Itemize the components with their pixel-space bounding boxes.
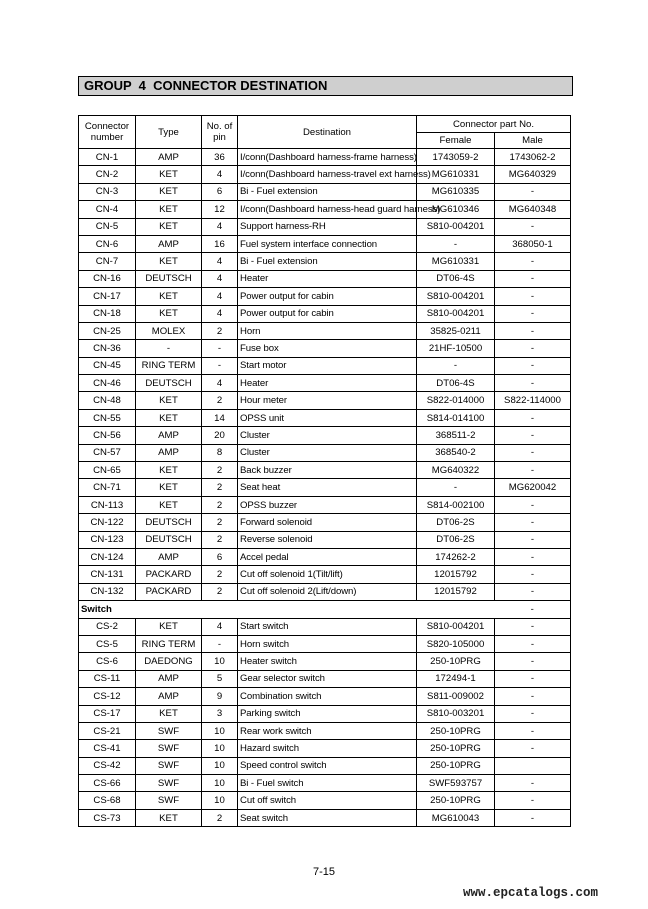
table-row: [79, 444, 571, 461]
female-part-cell: S814-014100: [417, 409, 495, 426]
header-female: Female: [417, 133, 495, 149]
female-part-cell: S810-004201: [417, 218, 495, 235]
table-row: [79, 149, 571, 166]
type-cell: SWF: [136, 775, 202, 792]
table-row: [79, 722, 571, 739]
male-part-cell: -: [495, 305, 571, 322]
connector-number-cell: CN-56: [79, 427, 136, 444]
type-cell: AMP: [136, 444, 202, 461]
type-cell: KET: [136, 618, 202, 635]
type-cell: KET: [136, 462, 202, 479]
table-row: [79, 809, 571, 826]
destination-cell: Cluster: [238, 444, 417, 461]
female-part-cell: 12015792: [417, 583, 495, 600]
pin-cell: 4: [202, 288, 238, 305]
table-row: [79, 583, 571, 600]
male-part-cell: -: [495, 340, 571, 357]
pin-cell: 20: [202, 427, 238, 444]
type-cell: PACKARD: [136, 566, 202, 583]
type-cell: DEUTSCH: [136, 514, 202, 531]
female-part-cell: S810-004201: [417, 305, 495, 322]
female-part-cell: 368511-2: [417, 427, 495, 444]
male-part-cell: -: [495, 270, 571, 287]
pin-cell: 6: [202, 183, 238, 200]
male-part-cell: -: [495, 444, 571, 461]
connector-number-cell: CN-25: [79, 322, 136, 339]
connector-number-cell: CS-2: [79, 618, 136, 635]
destination-cell: Forward solenoid: [238, 514, 417, 531]
male-part-cell: -: [495, 253, 571, 270]
section-label: Switch: [79, 601, 495, 618]
female-part-cell: DT06-4S: [417, 270, 495, 287]
type-cell: KET: [136, 201, 202, 218]
female-part-cell: 12015792: [417, 566, 495, 583]
type-cell: SWF: [136, 792, 202, 809]
male-part-cell: -: [495, 688, 571, 705]
male-part-cell: -: [495, 618, 571, 635]
destination-cell: Heater: [238, 270, 417, 287]
connector-number-cell: CN-48: [79, 392, 136, 409]
female-part-cell: SWF593757: [417, 775, 495, 792]
connector-number-cell: CS-17: [79, 705, 136, 722]
table-row: [79, 740, 571, 757]
male-part-cell: 1743062-2: [495, 149, 571, 166]
female-part-cell: S814-002100: [417, 496, 495, 513]
female-part-cell: S811-009002: [417, 688, 495, 705]
pin-cell: 10: [202, 775, 238, 792]
connector-number-cell: CN-4: [79, 201, 136, 218]
type-cell: AMP: [136, 670, 202, 687]
connector-number-cell: CN-65: [79, 462, 136, 479]
destination-cell: Parking switch: [238, 705, 417, 722]
destination-cell: Accel pedal: [238, 548, 417, 565]
connector-number-cell: CN-17: [79, 288, 136, 305]
connector-number-cell: CN-122: [79, 514, 136, 531]
table-row: [79, 688, 571, 705]
connector-number-cell: CN-7: [79, 253, 136, 270]
destination-cell: Seat switch: [238, 809, 417, 826]
type-cell: KET: [136, 809, 202, 826]
section-row-switch: [79, 601, 571, 618]
female-part-cell: DT06-4S: [417, 375, 495, 392]
male-part-cell: -: [495, 409, 571, 426]
type-cell: KET: [136, 409, 202, 426]
type-cell: KET: [136, 705, 202, 722]
connector-number-cell: CN-57: [79, 444, 136, 461]
table-row: [79, 514, 571, 531]
female-part-cell: 172494-1: [417, 670, 495, 687]
male-part-cell: -: [495, 566, 571, 583]
male-part-cell: -: [495, 531, 571, 548]
connector-number-cell: CS-11: [79, 670, 136, 687]
female-part-cell: S810-003201: [417, 705, 495, 722]
connector-number-cell: CS-5: [79, 635, 136, 652]
male-part-cell: -: [495, 601, 571, 618]
pin-cell: 2: [202, 583, 238, 600]
table-row: [79, 392, 571, 409]
table-row: [79, 775, 571, 792]
connector-number-cell: CN-6: [79, 235, 136, 252]
type-cell: KET: [136, 392, 202, 409]
female-part-cell: -: [417, 479, 495, 496]
destination-cell: Cut off solenoid 1(Tilt/lift): [238, 566, 417, 583]
pin-cell: 8: [202, 444, 238, 461]
type-cell: RING TERM: [136, 635, 202, 652]
destination-cell: Fuse box: [238, 340, 417, 357]
header-male: Male: [495, 133, 571, 149]
type-cell: DEUTSCH: [136, 531, 202, 548]
connector-table: [78, 115, 571, 827]
destination-cell: Rear work switch: [238, 722, 417, 739]
pin-cell: 3: [202, 705, 238, 722]
connector-number-cell: CS-21: [79, 722, 136, 739]
destination-cell: OPSS unit: [238, 409, 417, 426]
male-part-cell: -: [495, 705, 571, 722]
destination-cell: Cluster: [238, 427, 417, 444]
group-title: GROUP 4 CONNECTOR DESTINATION: [78, 76, 573, 96]
pin-cell: 10: [202, 722, 238, 739]
header-type: Type: [136, 116, 202, 149]
female-part-cell: 250-10PRG: [417, 722, 495, 739]
destination-cell: Hour meter: [238, 392, 417, 409]
table-row: [79, 201, 571, 218]
type-cell: KET: [136, 253, 202, 270]
male-part-cell: -: [495, 183, 571, 200]
male-part-cell: -: [495, 583, 571, 600]
connector-number-cell: CN-18: [79, 305, 136, 322]
connector-number-cell: CN-46: [79, 375, 136, 392]
table-row: [79, 427, 571, 444]
table-row: [79, 792, 571, 809]
connector-number-cell: CN-113: [79, 496, 136, 513]
female-part-cell: -: [417, 235, 495, 252]
destination-cell: OPSS buzzer: [238, 496, 417, 513]
pin-cell: 16: [202, 235, 238, 252]
connector-table-body: [79, 149, 571, 827]
type-cell: AMP: [136, 688, 202, 705]
female-part-cell: MG610331: [417, 166, 495, 183]
pin-cell: 10: [202, 792, 238, 809]
table-row: [79, 235, 571, 252]
type-cell: DEUTSCH: [136, 270, 202, 287]
destination-cell: Heater: [238, 375, 417, 392]
pin-cell: 36: [202, 149, 238, 166]
pin-cell: 4: [202, 166, 238, 183]
pin-cell: 14: [202, 409, 238, 426]
male-part-cell: MG640329: [495, 166, 571, 183]
header-destination: Destination: [238, 116, 417, 149]
pin-cell: 4: [202, 270, 238, 287]
connector-number-cell: CS-68: [79, 792, 136, 809]
type-cell: -: [136, 340, 202, 357]
type-cell: KET: [136, 479, 202, 496]
type-cell: RING TERM: [136, 357, 202, 374]
pin-cell: 2: [202, 392, 238, 409]
table-row: [79, 531, 571, 548]
female-part-cell: 250-10PRG: [417, 792, 495, 809]
destination-cell: Support harness-RH: [238, 218, 417, 235]
pin-cell: 2: [202, 462, 238, 479]
destination-cell: Bi - Fuel extension: [238, 253, 417, 270]
pin-cell: 2: [202, 531, 238, 548]
table-row: [79, 409, 571, 426]
male-part-cell: -: [495, 722, 571, 739]
male-part-cell: S822-114000: [495, 392, 571, 409]
table-row: [79, 757, 571, 774]
destination-cell: I/conn(Dashboard harness-travel ext harness): [238, 166, 417, 183]
male-part-cell: -: [495, 740, 571, 757]
pin-cell: 12: [202, 201, 238, 218]
male-part-cell: -: [495, 635, 571, 652]
pin-cell: 5: [202, 670, 238, 687]
connector-number-cell: CN-123: [79, 531, 136, 548]
female-part-cell: 21HF-10500: [417, 340, 495, 357]
page-number: 7-15: [312, 866, 336, 878]
connector-number-cell: CN-1: [79, 149, 136, 166]
table-row: [79, 288, 571, 305]
table-row: [79, 253, 571, 270]
connector-number-cell: CS-6: [79, 653, 136, 670]
pin-cell: 2: [202, 566, 238, 583]
pin-cell: 10: [202, 740, 238, 757]
male-part-cell: -: [495, 809, 571, 826]
female-part-cell: DT06-2S: [417, 514, 495, 531]
male-part-cell: -: [495, 357, 571, 374]
pin-cell: 10: [202, 653, 238, 670]
destination-cell: Start switch: [238, 618, 417, 635]
type-cell: KET: [136, 218, 202, 235]
type-cell: AMP: [136, 548, 202, 565]
table-row: [79, 566, 571, 583]
destination-cell: Seat heat: [238, 479, 417, 496]
female-part-cell: MG640322: [417, 462, 495, 479]
destination-cell: Bi - Fuel extension: [238, 183, 417, 200]
male-part-cell: -: [495, 792, 571, 809]
type-cell: MOLEX: [136, 322, 202, 339]
destination-cell: Power output for cabin: [238, 288, 417, 305]
destination-cell: Power output for cabin: [238, 305, 417, 322]
table-row: [79, 635, 571, 652]
table-row: [79, 340, 571, 357]
male-part-cell: -: [495, 218, 571, 235]
connector-number-cell: CN-71: [79, 479, 136, 496]
destination-cell: Horn: [238, 322, 417, 339]
connector-number-cell: CS-66: [79, 775, 136, 792]
type-cell: AMP: [136, 427, 202, 444]
connector-number-cell: CN-55: [79, 409, 136, 426]
type-cell: SWF: [136, 757, 202, 774]
pin-cell: 6: [202, 548, 238, 565]
female-part-cell: 368540-2: [417, 444, 495, 461]
connector-number-cell: CN-16: [79, 270, 136, 287]
table-row: [79, 270, 571, 287]
type-cell: KET: [136, 183, 202, 200]
pin-cell: 9: [202, 688, 238, 705]
male-part-cell: -: [495, 375, 571, 392]
destination-cell: I/conn(Dashboard harness-head guard harness): [238, 201, 417, 218]
table-row: [79, 618, 571, 635]
connector-number-cell: CS-41: [79, 740, 136, 757]
connector-number-cell: CN-132: [79, 583, 136, 600]
destination-cell: Cut off switch: [238, 792, 417, 809]
table-row: [79, 357, 571, 374]
connector-number-cell: CN-36: [79, 340, 136, 357]
female-part-cell: S810-004201: [417, 618, 495, 635]
female-part-cell: 250-10PRG: [417, 653, 495, 670]
table-row: [79, 218, 571, 235]
male-part-cell: -: [495, 548, 571, 565]
destination-cell: I/conn(Dashboard harness-frame harness): [238, 149, 417, 166]
table-row: [79, 479, 571, 496]
table-row: [79, 670, 571, 687]
female-part-cell: 35825-0211: [417, 322, 495, 339]
table-row: [79, 496, 571, 513]
connector-number-cell: CS-73: [79, 809, 136, 826]
destination-cell: Horn switch: [238, 635, 417, 652]
female-part-cell: S822-014000: [417, 392, 495, 409]
table-row: [79, 305, 571, 322]
female-part-cell: MG610043: [417, 809, 495, 826]
connector-number-cell: CN-3: [79, 183, 136, 200]
connector-number-cell: CN-2: [79, 166, 136, 183]
destination-cell: Back buzzer: [238, 462, 417, 479]
connector-number-cell: CN-131: [79, 566, 136, 583]
pin-cell: 4: [202, 618, 238, 635]
type-cell: KET: [136, 288, 202, 305]
female-part-cell: 1743059-2: [417, 149, 495, 166]
destination-cell: Cut off solenoid 2(Lift/down): [238, 583, 417, 600]
type-cell: KET: [136, 305, 202, 322]
connector-number-cell: CS-12: [79, 688, 136, 705]
male-part-cell: -: [495, 288, 571, 305]
type-cell: DAEDONG: [136, 653, 202, 670]
watermark: www.epcatalogs.com: [462, 886, 598, 900]
header-connector-part-no: Connector part No.: [417, 116, 571, 133]
destination-cell: Fuel system interface connection: [238, 235, 417, 252]
destination-cell: Start motor: [238, 357, 417, 374]
female-part-cell: 250-10PRG: [417, 757, 495, 774]
pin-cell: 4: [202, 218, 238, 235]
female-part-cell: 250-10PRG: [417, 740, 495, 757]
connector-number-cell: CN-45: [79, 357, 136, 374]
male-part-cell: -: [495, 653, 571, 670]
type-cell: KET: [136, 496, 202, 513]
connector-number-cell: CS-42: [79, 757, 136, 774]
destination-cell: Heater switch: [238, 653, 417, 670]
male-part-cell: -: [495, 322, 571, 339]
type-cell: KET: [136, 166, 202, 183]
female-part-cell: S810-004201: [417, 288, 495, 305]
male-part-cell: -: [495, 670, 571, 687]
type-cell: DEUTSCH: [136, 375, 202, 392]
type-cell: AMP: [136, 235, 202, 252]
pin-cell: 2: [202, 809, 238, 826]
female-part-cell: DT06-2S: [417, 531, 495, 548]
male-part-cell: -: [495, 775, 571, 792]
header-no-of-pin: No. of pin: [202, 116, 238, 149]
pin-cell: 2: [202, 496, 238, 513]
female-part-cell: 174262-2: [417, 548, 495, 565]
male-part-cell: -: [495, 427, 571, 444]
destination-cell: Bi - Fuel switch: [238, 775, 417, 792]
male-part-cell: 368050-1: [495, 235, 571, 252]
table-row: [79, 166, 571, 183]
pin-cell: -: [202, 357, 238, 374]
table-row: [79, 375, 571, 392]
table-row: [79, 705, 571, 722]
female-part-cell: S820-105000: [417, 635, 495, 652]
pin-cell: 4: [202, 253, 238, 270]
male-part-cell: MG620042: [495, 479, 571, 496]
male-part-cell: MG640348: [495, 201, 571, 218]
pin-cell: -: [202, 635, 238, 652]
destination-cell: Speed control switch: [238, 757, 417, 774]
table-row: [79, 462, 571, 479]
connector-number-cell: CN-124: [79, 548, 136, 565]
male-part-cell: [495, 757, 571, 774]
connector-number-cell: CN-5: [79, 218, 136, 235]
female-part-cell: MG610335: [417, 183, 495, 200]
destination-cell: Reverse solenoid: [238, 531, 417, 548]
pin-cell: 2: [202, 479, 238, 496]
type-cell: AMP: [136, 149, 202, 166]
table-row: [79, 322, 571, 339]
female-part-cell: MG610331: [417, 253, 495, 270]
type-cell: PACKARD: [136, 583, 202, 600]
pin-cell: 2: [202, 514, 238, 531]
male-part-cell: -: [495, 496, 571, 513]
destination-cell: Gear selector switch: [238, 670, 417, 687]
table-row: [79, 548, 571, 565]
male-part-cell: -: [495, 462, 571, 479]
destination-cell: Hazard switch: [238, 740, 417, 757]
destination-cell: Combination switch: [238, 688, 417, 705]
female-part-cell: MG610346: [417, 201, 495, 218]
header-connector-number: Connector number: [79, 116, 136, 149]
pin-cell: 2: [202, 322, 238, 339]
pin-cell: 4: [202, 305, 238, 322]
female-part-cell: -: [417, 357, 495, 374]
table-row: [79, 183, 571, 200]
pin-cell: 4: [202, 375, 238, 392]
type-cell: SWF: [136, 722, 202, 739]
table-row: [79, 653, 571, 670]
pin-cell: 10: [202, 757, 238, 774]
male-part-cell: -: [495, 514, 571, 531]
pin-cell: -: [202, 340, 238, 357]
type-cell: SWF: [136, 740, 202, 757]
